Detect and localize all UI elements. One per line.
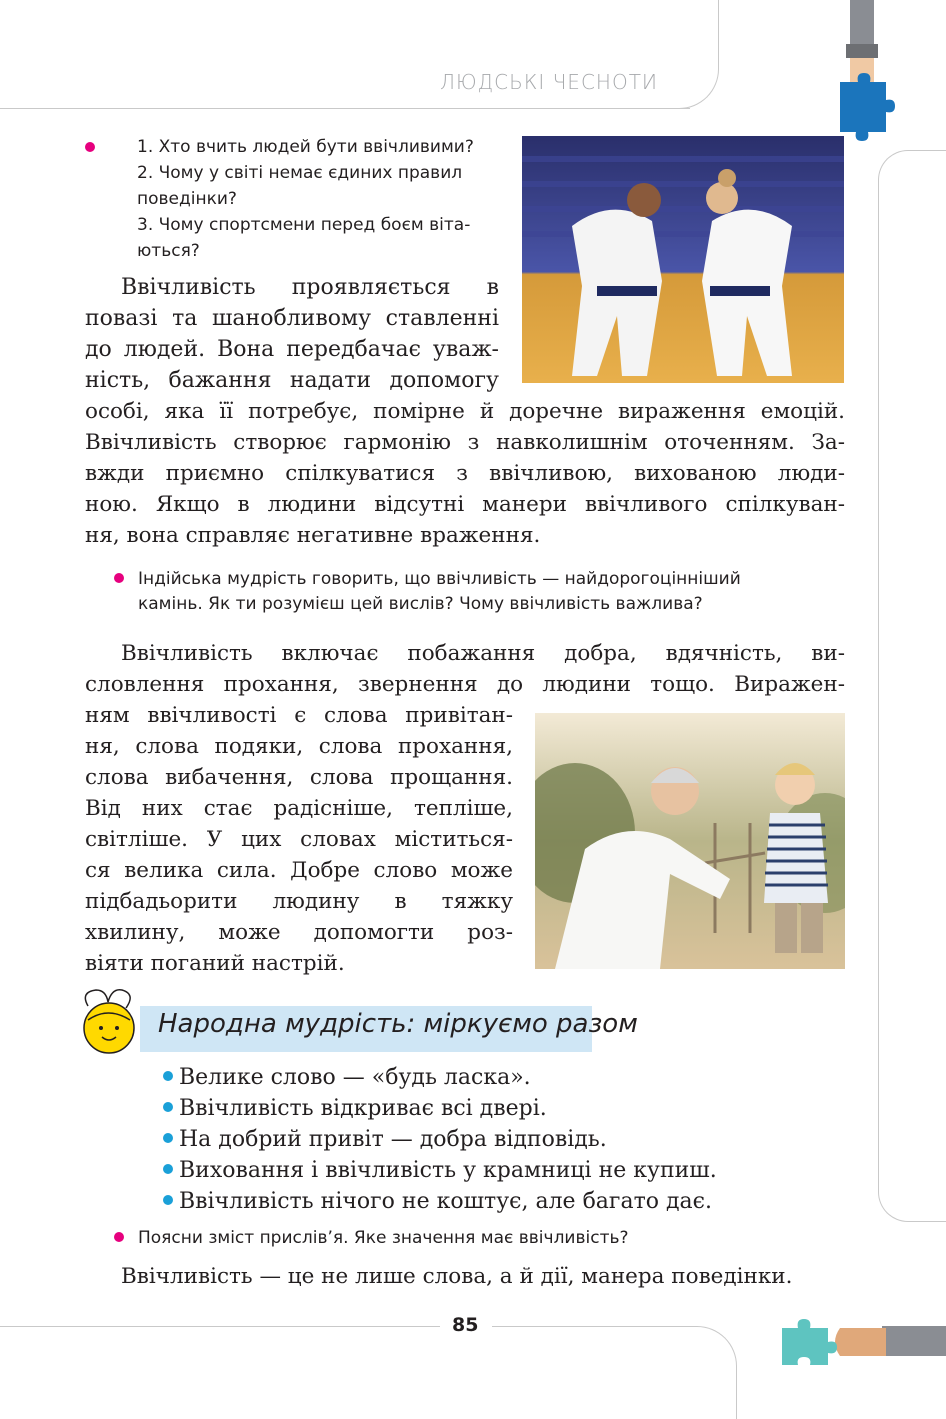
task-line: Індійська мудрість говорить, що ввічливість — найдорогоцінніший <box>138 569 741 589</box>
list-item <box>163 1062 717 1093</box>
text-line: Від них стає радісніше, тепліше, <box>85 796 513 821</box>
text-line: ною. Якщо в людини відсутні манери ввічливого спілкуван- <box>85 492 845 517</box>
task-indian-wisdom <box>138 567 848 617</box>
task-explain-proverb: Поясни зміст прислів’я. Яке значення має ввічливість? <box>138 1228 629 1248</box>
blue-bullet-icon <box>163 1102 173 1112</box>
puzzle-hand-icon <box>836 0 896 148</box>
judo-athletes-photo <box>522 136 844 383</box>
text-line: особі, яка її потребує, помірне й доречне вираження емоцій. <box>85 399 845 424</box>
pink-bullet-icon <box>114 573 124 583</box>
folk-wisdom-title: Народна мудрість: міркуємо разом <box>158 1009 638 1039</box>
paragraph-2-wide <box>85 638 845 700</box>
proverb-text: Виховання і ввічливість у крамниці не купиш. <box>179 1158 717 1183</box>
paragraph-1-narrow <box>85 272 499 396</box>
text-line: світліше. У цих словах міститься- <box>85 827 513 852</box>
blue-bullet-icon <box>163 1195 173 1205</box>
list-item <box>163 1186 717 1217</box>
chapter-title: ЛЮДСЬКІ ЧЕСНОТИ <box>440 70 659 94</box>
discussion-questions <box>85 134 505 264</box>
girl-face-icon <box>78 988 140 1056</box>
question-line: 2. Чому у світі немає єдиних правил <box>137 163 463 183</box>
conclusion-line: Ввічливість — це не лише слова, а й дії, манера поведінки. <box>121 1264 793 1289</box>
blue-bullet-icon <box>163 1133 173 1143</box>
text-line: Ввічливість проявляється в <box>121 275 499 300</box>
footer-frame-left <box>0 1326 440 1327</box>
page-number: 85 <box>452 1314 479 1336</box>
proverb-text: На добрий привіт — добра відповідь. <box>179 1127 607 1152</box>
text-line: ня, вона справляє негативне враження. <box>85 523 541 548</box>
text-line: Ввічливість включає побажання добра, вдячність, ви- <box>121 641 845 666</box>
question-line: поведінки? <box>137 189 237 209</box>
text-line: до людей. Вона передбачає уваж- <box>85 337 499 362</box>
grandfather-boy-photo <box>535 713 845 969</box>
text-line: ність, бажання надати допомогу <box>85 368 499 393</box>
question-line: ються? <box>137 241 200 261</box>
puzzle-hand-icon <box>780 1318 946 1368</box>
text-line: слова вибачення, слова прощання. <box>85 765 513 790</box>
text-line: підбадьорити людину в тяжку <box>85 889 513 914</box>
text-line: Ввічливість створює гармонію з навколишнім оточенням. За- <box>85 430 845 455</box>
proverb-text: Велике слово — «будь ласка». <box>179 1065 531 1090</box>
question-line: 1. Хто вчить людей бути ввічливими? <box>137 137 474 157</box>
question-line: 3. Чому спортсмени перед боєм віта- <box>137 215 471 235</box>
pink-bullet-icon <box>114 1232 124 1242</box>
text-line: віяти поганий настрій. <box>85 951 345 976</box>
proverbs-list <box>163 1062 717 1217</box>
blue-bullet-icon <box>163 1164 173 1174</box>
text-line: вжди приємно спілкуватися з ввічливою, вихованою люди- <box>85 461 845 486</box>
text-line: ся велика сила. Добре слово може <box>85 858 513 883</box>
proverb-text: Ввічливість відкриває всі двері. <box>179 1096 547 1121</box>
list-item <box>163 1155 717 1186</box>
text-line: словлення прохання, звернення до людини тощо. Виражен- <box>85 672 845 697</box>
task-line: камінь. Як ти розумієш цей вислів? Чому ввічливість важлива? <box>138 594 703 614</box>
header-frame-line <box>0 108 690 109</box>
text-line: ня, слова подяки, слова прохання, <box>85 734 513 759</box>
list-item <box>163 1124 717 1155</box>
blue-bullet-icon <box>163 1071 173 1081</box>
proverb-text: Ввічливість нічого не коштує, але багато дає. <box>179 1189 712 1214</box>
paragraph-2-narrow <box>85 700 513 979</box>
text-line: повазі та шанобливому ставленні <box>85 306 499 331</box>
list-item <box>163 1093 717 1124</box>
text-line: хвилину, може допомогти роз- <box>85 920 513 945</box>
footer-frame-right <box>492 1326 737 1419</box>
header-frame-corner <box>670 0 719 109</box>
paragraph-1-wide <box>85 396 845 551</box>
side-frame <box>878 150 946 1222</box>
text-line: ням ввічливості є слова привітан- <box>85 703 513 728</box>
